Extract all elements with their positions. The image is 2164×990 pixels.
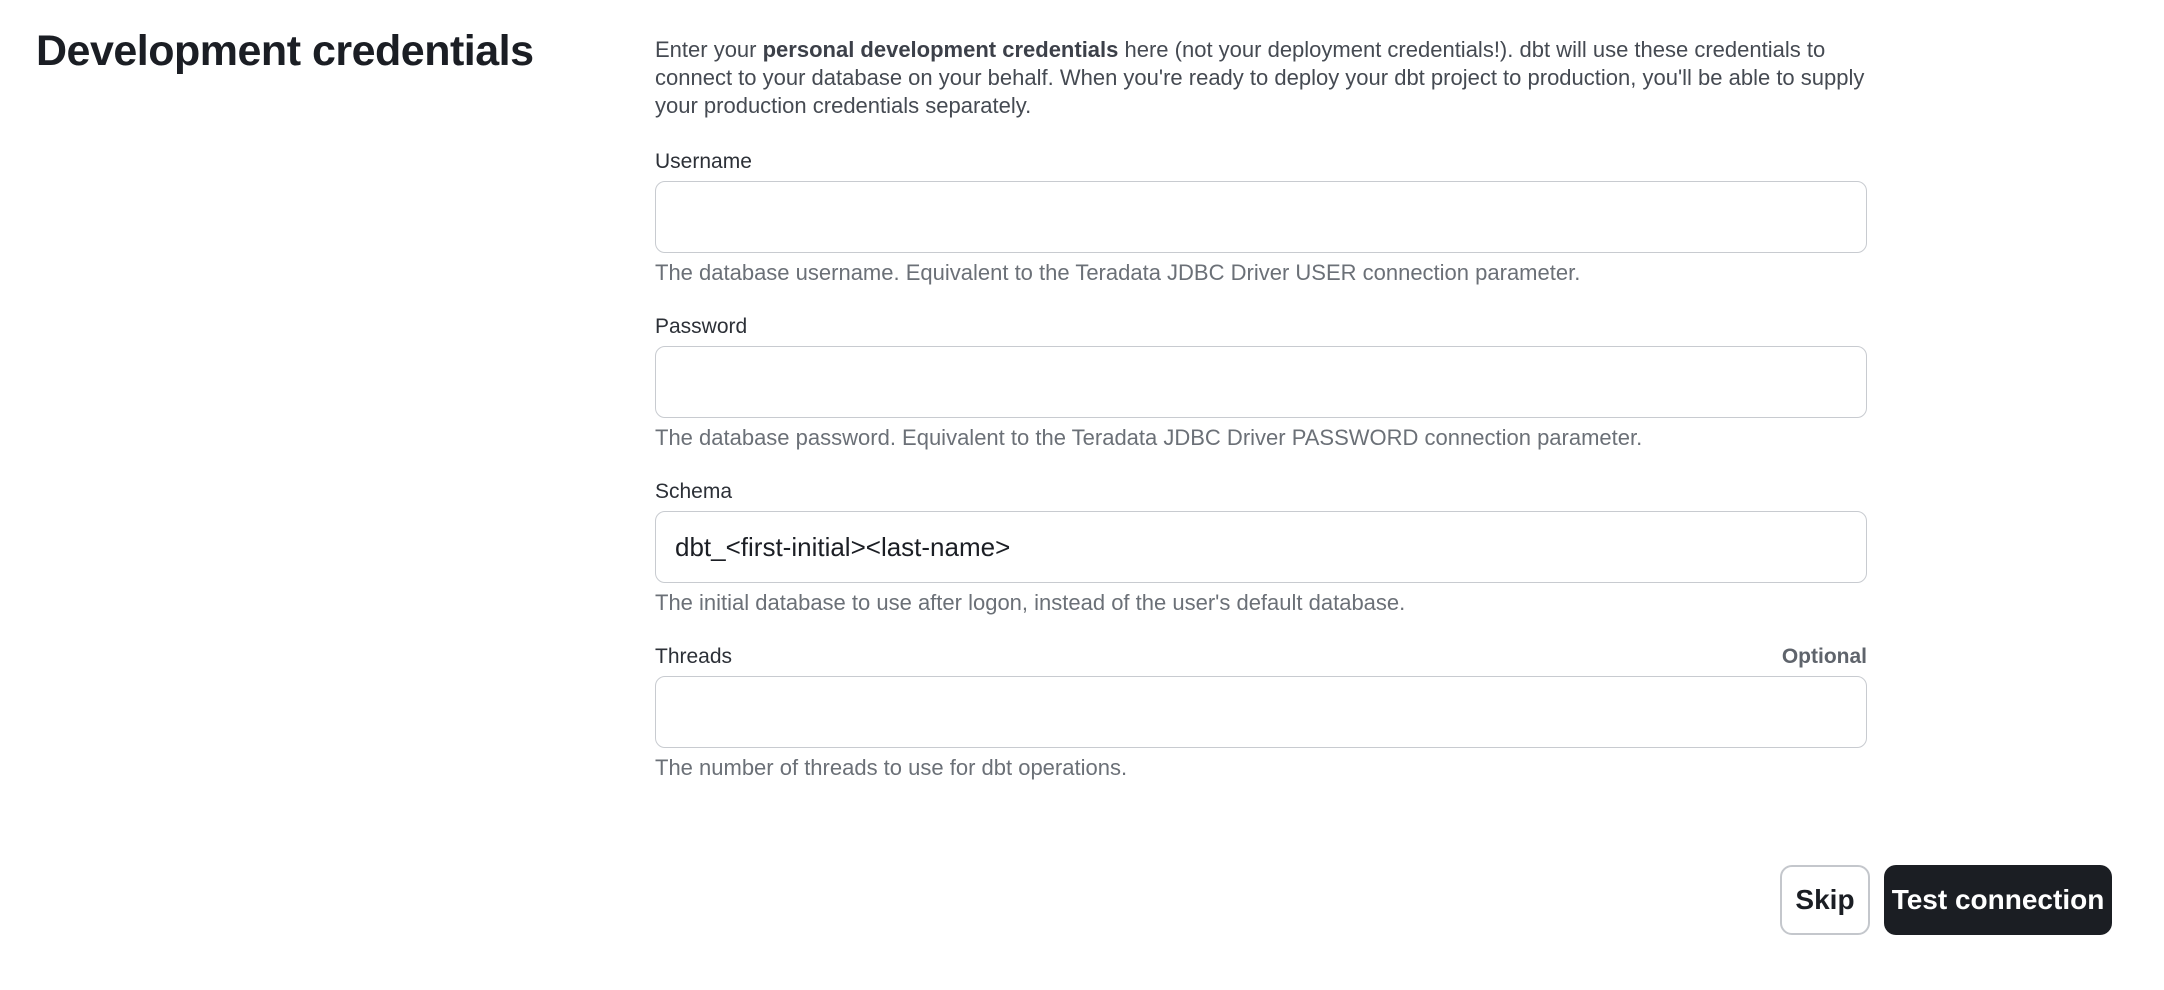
threads-label: Threads	[655, 645, 733, 668]
password-helper-text: The database password. Equivalent to the Teradata JDBC Driver PASSWORD connection parameter.	[655, 425, 1643, 450]
threads-input[interactable]	[655, 676, 1867, 748]
threads-label-row	[655, 643, 1867, 671]
intro-text	[655, 36, 1867, 120]
intro-highlight: personal development credentials	[762, 37, 1119, 62]
page-title: Development credentials	[36, 27, 534, 75]
username-label: Username	[655, 150, 752, 173]
schema-label: Schema	[655, 480, 733, 503]
username-field-group	[655, 148, 1867, 287]
intro-prefix: Enter your	[655, 37, 763, 62]
password-input[interactable]	[655, 346, 1867, 418]
username-helper-text: The database username. Equivalent to the Teradata JDBC Driver USER connection parameter.	[655, 260, 1581, 285]
title-column	[36, 0, 655, 782]
threads-field-group	[655, 643, 1867, 782]
form-column	[655, 0, 1867, 782]
threads-helper-text: The number of threads to use for dbt operations.	[655, 755, 1128, 780]
schema-input[interactable]	[655, 511, 1867, 583]
footer-actions	[1780, 865, 2112, 935]
schema-label-row	[655, 478, 1867, 506]
schema-helper-text: The initial database to use after logon, instead of the user's default database.	[655, 590, 1406, 615]
username-label-row	[655, 148, 1867, 176]
intro-suffix: here (not your deployment credentials!). dbt will use these credentials to connect to your database on your behalf. When you're ready to deploy your dbt project to production, you'll be able to supply your production credentials separately.	[655, 37, 1865, 118]
threads-optional-badge: Optional	[1781, 645, 1867, 668]
username-input[interactable]	[655, 181, 1867, 253]
password-field-group	[655, 313, 1867, 452]
password-label: Password	[655, 315, 748, 338]
schema-field-group	[655, 478, 1867, 617]
test-connection-button[interactable]: Test connection	[1884, 865, 2112, 935]
skip-button[interactable]: Skip	[1780, 865, 1870, 935]
password-label-row	[655, 313, 1867, 341]
